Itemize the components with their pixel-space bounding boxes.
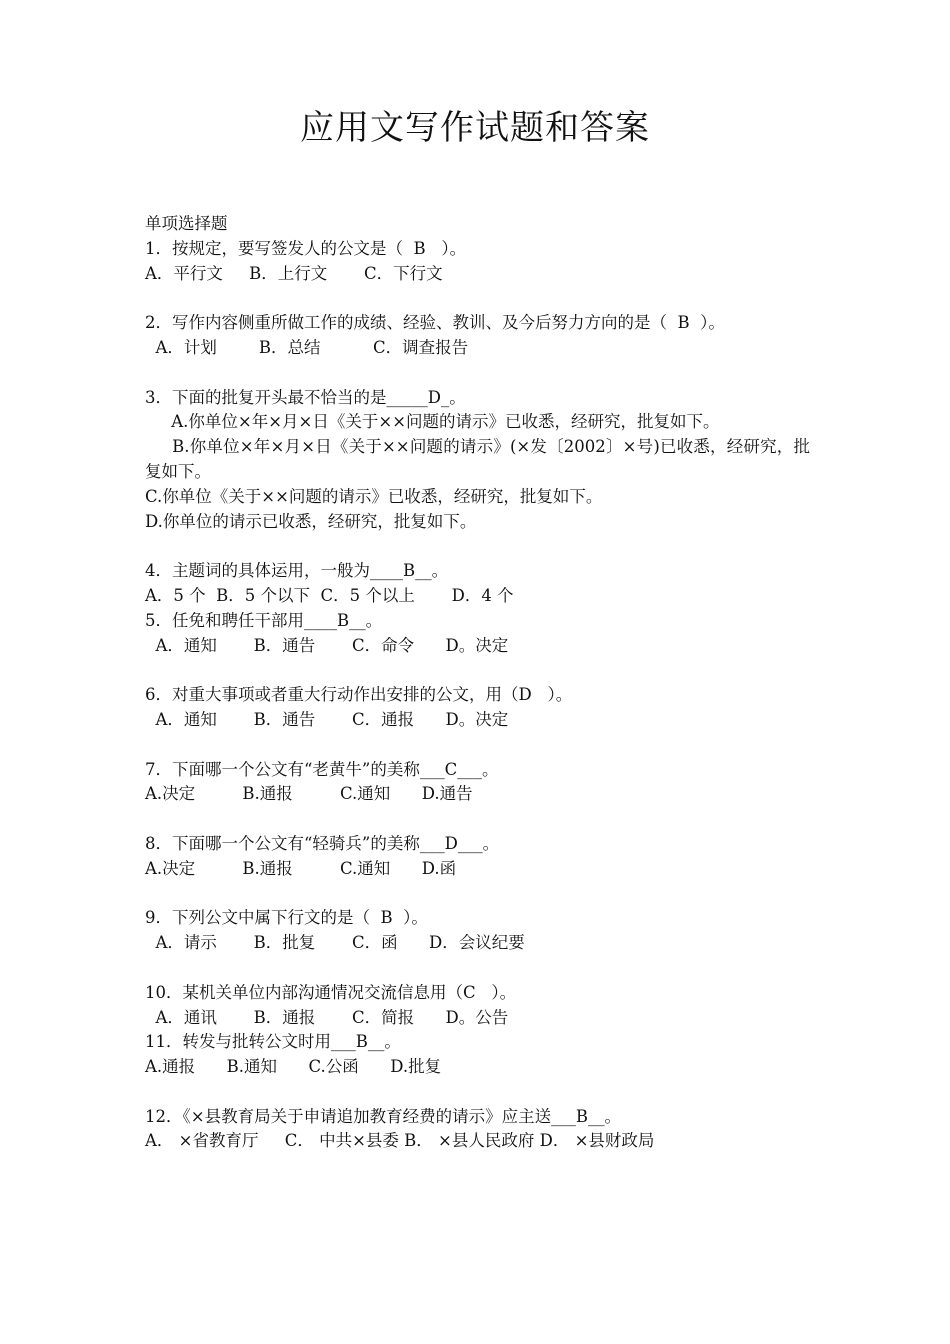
- question-3-stem: 3．下面的批复开头最不恰当的是_____D_。: [145, 387, 466, 407]
- question-12-stem: 12．《×县教育局关于申请追加教育经费的请示》应主送___B__。: [145, 1106, 621, 1126]
- question-10-options: A．通讯 B．通报 C．简报 D。公告: [145, 1007, 509, 1027]
- question-1-stem: 1．按规定，要写签发人的公文是（ B ）。: [145, 238, 467, 258]
- spacer: [145, 807, 810, 832]
- question-6-options: A．通知 B．通告 C．通报 D。决定: [145, 709, 509, 729]
- question-11-options: A.通报 B.通知 C.公函 D.批复: [145, 1057, 442, 1077]
- question-5-options: A．通知 B．通告 C．命令 D。决定: [145, 635, 509, 655]
- question-9-stem: 9．下列公文中属下行文的是（ B ）。: [145, 908, 428, 928]
- question-7-stem: 7．下面哪一个公文有“老黄牛”的美称___C___。: [145, 759, 499, 779]
- question-1-options: A．平行文 B．上行文 C．下行文: [145, 263, 443, 283]
- question-2-stem: 2．写作内容侧重所做工作的成绩、经验、教训、及今后努力方向的是（ B ）。: [145, 313, 725, 333]
- spacer: [145, 658, 810, 683]
- question-5-stem: 5．任免和聘任干部用____B__。: [145, 610, 383, 630]
- question-4-stem: 4．主题词的具体运用，一般为____B__。: [145, 561, 449, 581]
- question-8-options: A.决定 B.通报 C.通知 D.函: [145, 858, 457, 878]
- question-11-stem: 11．转发与批转公文时用___B__。: [145, 1032, 401, 1052]
- question-7-options: A.决定 B.通报 C.通知 D.通告: [145, 784, 473, 804]
- spacer: [145, 534, 810, 559]
- spacer: [145, 286, 810, 311]
- question-2-options: A．计划 B．总结 C．调查报告: [145, 337, 469, 357]
- spacer: [145, 956, 810, 981]
- question-12-options: A． ×省教育厅 C． 中共×县委 B． ×县人民政府 D． ×县财政局: [145, 1131, 655, 1151]
- question-4-options: A．5 个 B．5 个以下 C．5 个以上 D．4 个: [145, 585, 514, 605]
- question-3-option-a: A.你单位×年×月×日《关于××问题的请示》已收悉，经研究，批复如下。: [145, 412, 720, 432]
- spacer: [145, 361, 810, 386]
- spacer: [145, 1080, 810, 1105]
- question-8-stem: 8．下面哪一个公文有“轻骑兵”的美称___D___。: [145, 833, 500, 853]
- question-3-option-b: B.你单位×年×月×日《关于××问题的请示》(×发〔2002〕×号)已收悉，经研究，批复如下。: [145, 437, 810, 481]
- section-heading: 单项选择题: [145, 214, 228, 233]
- question-list: [145, 212, 810, 1154]
- question-6-stem: 6．对重大事项或者重大行动作出安排的公文，用（D ）。: [145, 685, 573, 705]
- spacer: [145, 733, 810, 758]
- question-3-option-c: C.你单位《关于××问题的请示》已收悉，经研究，批复如下。: [145, 486, 603, 506]
- question-3-option-d: D.你单位的请示已收悉，经研究，批复如下。: [145, 511, 477, 531]
- document-title: 应用文写作试题和答案: [300, 108, 650, 148]
- spacer: [145, 882, 810, 907]
- question-9-options: A．请示 B．批复 C．函 D．会议纪要: [145, 933, 525, 953]
- question-10-stem: 10．某机关单位内部沟通情况交流信息用（C ）。: [145, 982, 517, 1002]
